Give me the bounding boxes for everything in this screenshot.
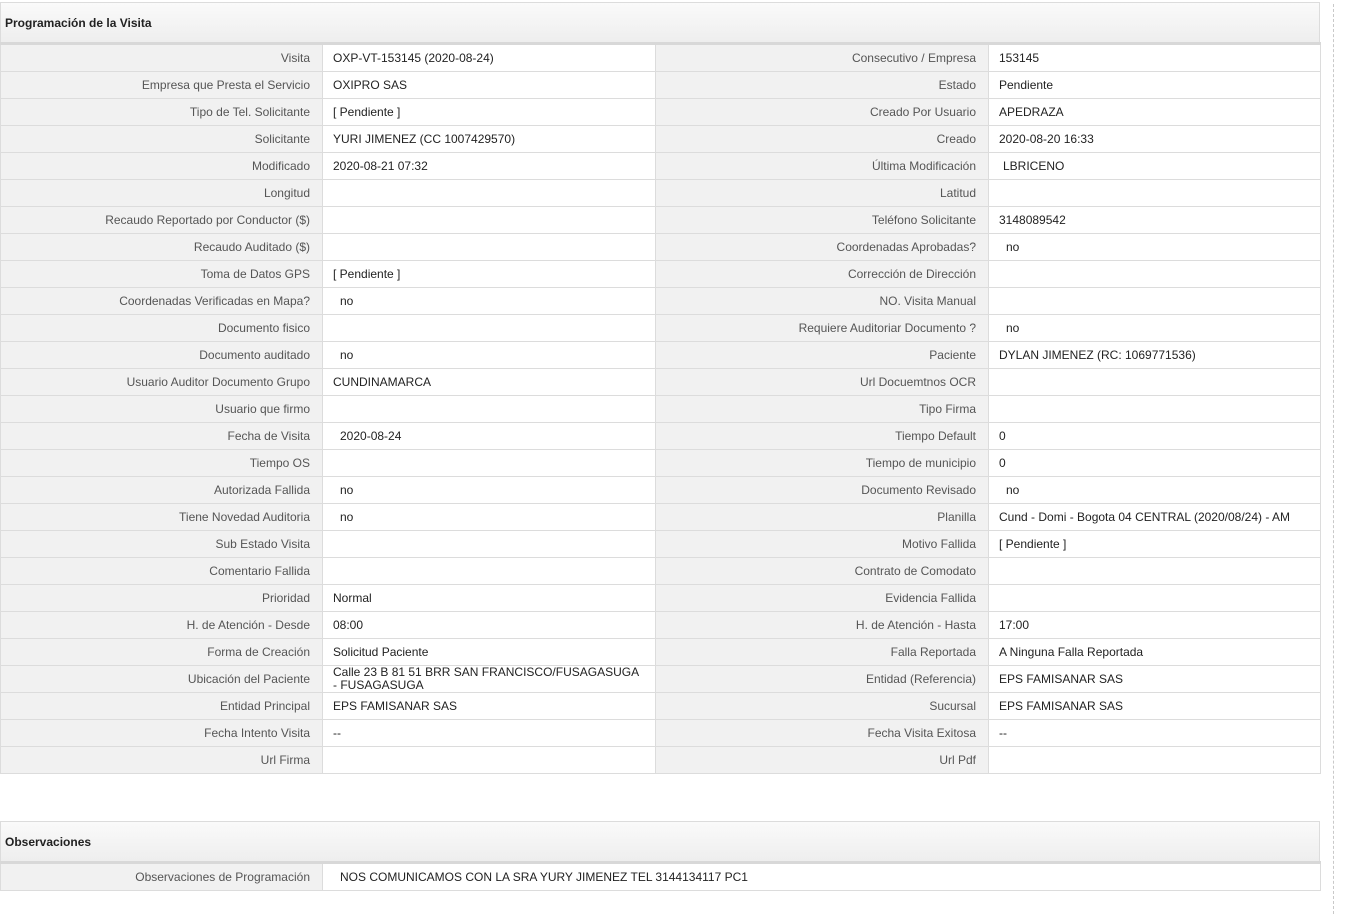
- field-label: Tipo Firma: [656, 396, 989, 423]
- field-label: Tipo de Tel. Solicitante: [1, 99, 323, 126]
- field-value: no: [989, 315, 1321, 342]
- field-value: [989, 558, 1321, 585]
- field-value: [323, 396, 656, 423]
- field-value: [323, 558, 656, 585]
- table-row: [1, 558, 1321, 585]
- field-value: no: [323, 288, 656, 315]
- table-row: [1, 585, 1321, 612]
- table-row: [1, 234, 1321, 261]
- field-value: [323, 450, 656, 477]
- table-row: [1, 153, 1321, 180]
- field-label: Creado: [656, 126, 989, 153]
- table-row: [1, 720, 1321, 747]
- visit-details-table: [0, 42, 1321, 774]
- field-value: [989, 747, 1321, 774]
- field-value: no: [323, 477, 656, 504]
- field-label: Url Pdf: [656, 747, 989, 774]
- observations-table: [0, 861, 1321, 891]
- field-label: Creado Por Usuario: [656, 99, 989, 126]
- field-label: Url Docuemtnos OCR: [656, 369, 989, 396]
- field-label: Sub Estado Visita: [1, 531, 323, 558]
- field-label: Coordenadas Verificadas en Mapa?: [1, 288, 323, 315]
- field-value: [ Pendiente ]: [989, 531, 1321, 558]
- field-label: Consecutivo / Empresa: [656, 44, 989, 72]
- field-value: YURI JIMENEZ (CC 1007429570): [323, 126, 656, 153]
- field-label: Recaudo Auditado ($): [1, 234, 323, 261]
- field-value: EPS FAMISANAR SAS: [989, 666, 1321, 693]
- table-row: [1, 207, 1321, 234]
- field-value: [ Pendiente ]: [323, 261, 656, 288]
- table-row: [1, 423, 1321, 450]
- field-value: [ Pendiente ]: [323, 99, 656, 126]
- field-value: Pendiente: [989, 72, 1321, 99]
- field-value: [989, 288, 1321, 315]
- table-row: [1, 44, 1321, 72]
- field-value: 3148089542: [989, 207, 1321, 234]
- field-value: 153145: [989, 44, 1321, 72]
- table-row: [1, 863, 1321, 891]
- table-row: [1, 639, 1321, 666]
- field-label: Teléfono Solicitante: [656, 207, 989, 234]
- field-value: no: [323, 504, 656, 531]
- table-row: [1, 126, 1321, 153]
- field-value: EPS FAMISANAR SAS: [323, 693, 656, 720]
- field-value: Solicitud Paciente: [323, 639, 656, 666]
- field-label: Tiene Novedad Auditoria: [1, 504, 323, 531]
- field-value: Normal: [323, 585, 656, 612]
- section-title-programacion: Programación de la Visita: [0, 2, 1320, 42]
- table-row: [1, 288, 1321, 315]
- field-value: APEDRAZA: [989, 99, 1321, 126]
- dashed-divider: [1333, 4, 1334, 914]
- field-value: OXIPRO SAS: [323, 72, 656, 99]
- field-label: Empresa que Presta el Servicio: [1, 72, 323, 99]
- field-value: [323, 234, 656, 261]
- field-label: Url Firma: [1, 747, 323, 774]
- table-row: [1, 396, 1321, 423]
- field-value: no: [989, 234, 1321, 261]
- field-value: [989, 180, 1321, 207]
- field-label: Paciente: [656, 342, 989, 369]
- field-label: Contrato de Comodato: [656, 558, 989, 585]
- field-label: Entidad Principal: [1, 693, 323, 720]
- visit-schedule-panel: [0, 2, 1320, 774]
- field-label: H. de Atención - Hasta: [656, 612, 989, 639]
- field-value: --: [323, 720, 656, 747]
- field-value: 2020-08-24: [323, 423, 656, 450]
- field-label: Comentario Fallida: [1, 558, 323, 585]
- field-label: Sucursal: [656, 693, 989, 720]
- field-label: H. de Atención - Desde: [1, 612, 323, 639]
- section-title-observaciones: Observaciones: [0, 821, 1320, 861]
- field-label: Prioridad: [1, 585, 323, 612]
- field-value: NOS COMUNICAMOS CON LA SRA YURY JIMENEZ TEL 3144134117 PC1: [323, 863, 1321, 891]
- field-label: NO. Visita Manual: [656, 288, 989, 315]
- field-value: [323, 531, 656, 558]
- field-value: [989, 396, 1321, 423]
- table-row: [1, 72, 1321, 99]
- field-value: [989, 369, 1321, 396]
- field-label: Ubicación del Paciente: [1, 666, 323, 693]
- field-value: 0: [989, 450, 1321, 477]
- field-label: Fecha Intento Visita: [1, 720, 323, 747]
- field-value: [323, 315, 656, 342]
- observations-panel: [0, 821, 1320, 891]
- field-label: Autorizada Fallida: [1, 477, 323, 504]
- field-label: Documento auditado: [1, 342, 323, 369]
- field-value: EPS FAMISANAR SAS: [989, 693, 1321, 720]
- field-value: A Ninguna Falla Reportada: [989, 639, 1321, 666]
- field-label: Evidencia Fallida: [656, 585, 989, 612]
- field-label: Fecha de Visita: [1, 423, 323, 450]
- field-label: Forma de Creación: [1, 639, 323, 666]
- table-row: [1, 369, 1321, 396]
- field-value: OXP-VT-153145 (2020-08-24): [323, 44, 656, 72]
- table-row: [1, 693, 1321, 720]
- field-value: LBRICENO: [989, 153, 1321, 180]
- field-value: --: [989, 720, 1321, 747]
- table-row: [1, 261, 1321, 288]
- field-label: Tiempo OS: [1, 450, 323, 477]
- field-value: Cund - Domi - Bogota 04 CENTRAL (2020/08/24) - AM: [989, 504, 1321, 531]
- field-value: Calle 23 B 81 51 BRR SAN FRANCISCO/FUSAGASUGA - FUSAGASUGA: [323, 666, 656, 693]
- table-row: [1, 450, 1321, 477]
- table-row: [1, 531, 1321, 558]
- table-row: [1, 342, 1321, 369]
- field-label: Fecha Visita Exitosa: [656, 720, 989, 747]
- field-value: 17:00: [989, 612, 1321, 639]
- field-value: 2020-08-20 16:33: [989, 126, 1321, 153]
- field-label: Solicitante: [1, 126, 323, 153]
- field-value: 2020-08-21 07:32: [323, 153, 656, 180]
- field-value: [323, 180, 656, 207]
- field-label: Motivo Fallida: [656, 531, 989, 558]
- field-label: Longitud: [1, 180, 323, 207]
- field-value: [323, 207, 656, 234]
- field-label: Documento fisico: [1, 315, 323, 342]
- field-label: Corrección de Dirección: [656, 261, 989, 288]
- field-value: no: [323, 342, 656, 369]
- field-label: Entidad (Referencia): [656, 666, 989, 693]
- table-row: [1, 99, 1321, 126]
- field-label: Tiempo Default: [656, 423, 989, 450]
- table-row: [1, 180, 1321, 207]
- field-label: Usuario Auditor Documento Grupo: [1, 369, 323, 396]
- field-label: Documento Revisado: [656, 477, 989, 504]
- field-label: Requiere Auditoriar Documento ?: [656, 315, 989, 342]
- field-label: Tiempo de municipio: [656, 450, 989, 477]
- field-value: [989, 261, 1321, 288]
- table-row: [1, 666, 1321, 693]
- field-label: Usuario que firmo: [1, 396, 323, 423]
- table-row: [1, 747, 1321, 774]
- field-label: Última Modificación: [656, 153, 989, 180]
- field-label: Falla Reportada: [656, 639, 989, 666]
- field-value: CUNDINAMARCA: [323, 369, 656, 396]
- field-label: Coordenadas Aprobadas?: [656, 234, 989, 261]
- field-label: Latitud: [656, 180, 989, 207]
- field-label: Modificado: [1, 153, 323, 180]
- table-row: [1, 477, 1321, 504]
- field-label: Visita: [1, 44, 323, 72]
- field-value: [989, 585, 1321, 612]
- field-label: Recaudo Reportado por Conductor ($): [1, 207, 323, 234]
- field-value: 08:00: [323, 612, 656, 639]
- table-row: [1, 315, 1321, 342]
- table-row: [1, 612, 1321, 639]
- field-label: Toma de Datos GPS: [1, 261, 323, 288]
- field-label: Planilla: [656, 504, 989, 531]
- field-value: 0: [989, 423, 1321, 450]
- table-row: [1, 504, 1321, 531]
- field-value: [323, 747, 656, 774]
- field-label: Estado: [656, 72, 989, 99]
- field-label: Observaciones de Programación: [1, 863, 323, 891]
- field-value: DYLAN JIMENEZ (RC: 1069771536): [989, 342, 1321, 369]
- field-value: no: [989, 477, 1321, 504]
